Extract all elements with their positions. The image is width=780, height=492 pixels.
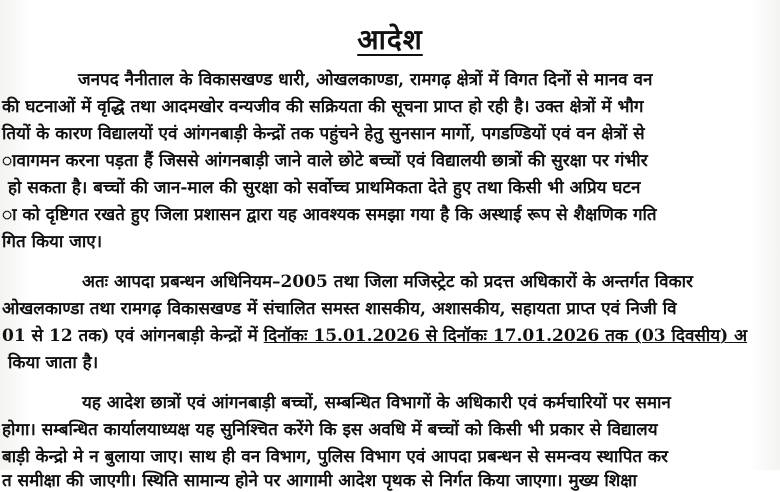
paragraph-2-line-3 [2, 325, 747, 347]
paragraph-2-line-4: किया जाता है। [8, 353, 99, 373]
document-title [0, 20, 780, 58]
paragraph-2-line-1: अतः आपदा प्रबन्धन अधिनियम–2005 तथा जिला मजिस्ट्रेट को प्रदत्त अधिकारों के अन्तर्गत विकार [82, 272, 693, 292]
paragraph-3-line-2: होगा। सम्बन्धित कार्यालयाध्यक्ष यह सुनिश्चित करेंगे कि इस अवधि में बच्चों को किसी भी प्रकार से विद्यालय [2, 420, 658, 440]
paragraph-1-line-2: की घटनाओं में वृद्धि तथा आदमखोर वन्यजीव की सक्रियता की सूचना प्राप्त हो रही है। उक्त क्षेत्रों में भौग [2, 97, 644, 117]
paragraph-1-line-6: ा को दृष्टिगत रखते हुए जिला प्रशासन द्वारा यह आवश्यक समझा गया है कि अस्थाई रूप से शैक्षणिक गति [2, 205, 657, 225]
title-text: आदेश [357, 23, 423, 56]
date-range-highlight: दिनॉकः 15.01.2026 से दिनॉकः 17.01.2026 तक (03 दिवसीय) अ [263, 326, 748, 346]
paragraph-1-line-3: तियों के कारण विद्यालयों एवं आंगनबाड़ी केन्द्रों तक पहुंचने हेतु सुनसान मार्गो, पगडण्डियों एवं वन क्षेत्रों से [2, 124, 645, 144]
paragraph-1-line-7: गित किया जाए। [2, 232, 103, 252]
paragraph-3-line-1: यह आदेश छात्रों एवं आंगनबाड़ी बच्चों, सम्बन्धित विभागों के अधिकारी एवं कर्मचारियों पर समान [82, 393, 671, 413]
paragraph-2-line-2: ओखलकाण्डा तथा रामगढ़ विकासखण्ड में संचालित समस्त शासकीय, अशासकीय, सहायता प्राप्त एवं निजी वि [2, 299, 677, 319]
paragraph-1-line-5: हो सकता है। बच्चों की जान-माल की सुरक्षा को सर्वोच्च प्राथमिकता देते हुए तथा किसी भी अप्रिय घटन [8, 178, 641, 198]
paragraph-3-line-3: बाड़ी केन्द्रो मे न बुलाया जाए। साथ ही वन विभाग, पुलिस विभाग एवं आपदा प्रबन्धन से समन्वय स्थापित कर [2, 447, 669, 467]
paragraph-2-line-3-prefix: 01 से 12 तक) एवं आंगनबाड़ी केन्द्रों में [2, 326, 264, 346]
paragraph-1-line-4: ावागमन करना पड़ता हैं जिससे आंगनबाड़ी जाने वाले छोटे बच्चों एवं विद्यालयी छात्रों की सुरक्षा पर गंभीर [2, 151, 648, 171]
paragraph-1-line-1: जनपद नैनीताल के विकासखण्ड धारी, ओखलकाण्डा, रामगढ़ क्षेत्रों में विगत दिनों से मानव वन [78, 70, 653, 90]
paragraph-3-line-4: त समीक्षा की जाएगी। स्थिति सामान्य होने पर आगामी आदेश पृथक से निर्गत किया जाएगा। मुख्य शिक्षा [2, 471, 637, 491]
